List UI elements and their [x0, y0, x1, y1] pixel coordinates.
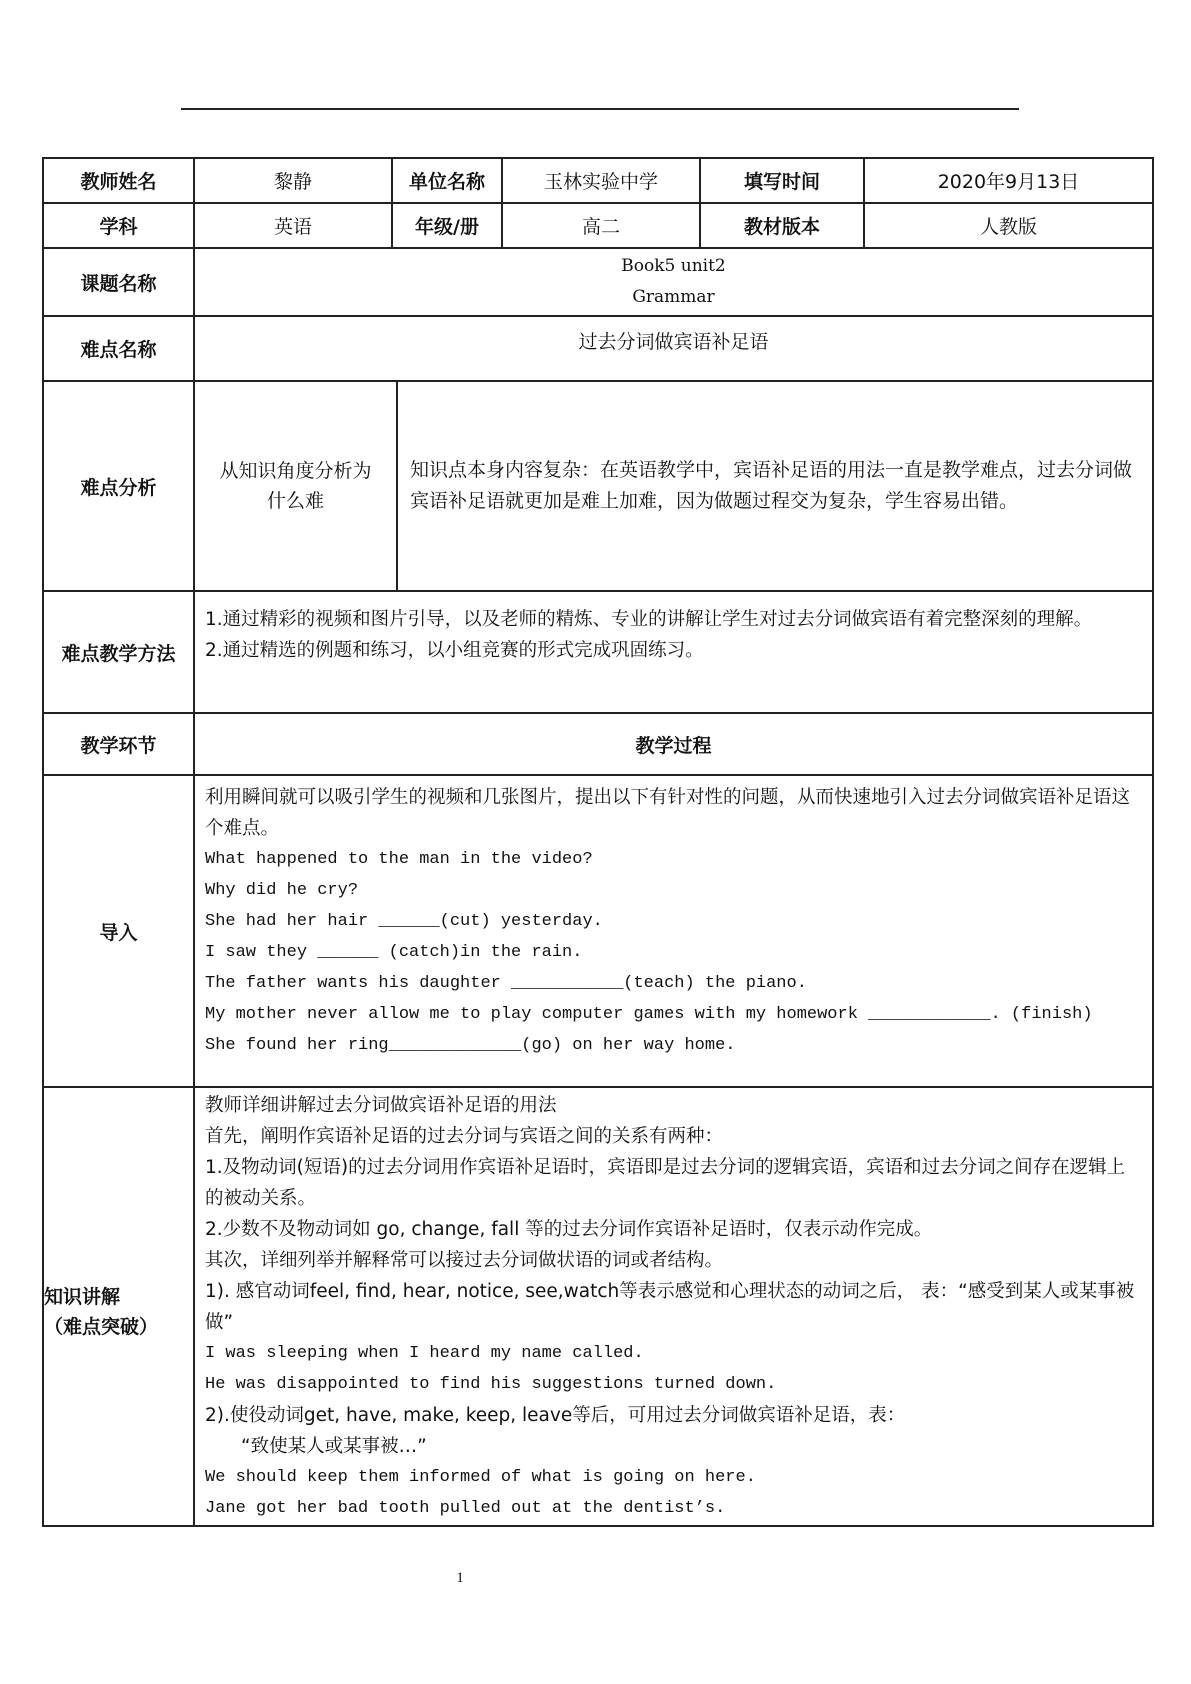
- lesson-line-2: Grammar: [632, 287, 715, 307]
- page-number: 1: [456, 1570, 464, 1586]
- date-label: 填写时间: [701, 159, 865, 202]
- info-row-2: [44, 204, 1152, 249]
- process-header-row: [44, 714, 1152, 776]
- explain-example: He was disappointed to find his suggestions turned down.: [205, 1375, 777, 1394]
- method-row: [44, 592, 1152, 714]
- intro-line: Why did he cry?: [205, 881, 359, 900]
- analysis-row: [44, 382, 1152, 592]
- teacher-label: 教师姓名: [44, 159, 195, 202]
- intro-line: She found her ring_____________(go) on her way home.: [205, 1036, 736, 1055]
- teacher-value: 黎静: [195, 159, 393, 202]
- intro-label: 导入: [44, 776, 195, 1086]
- explain-example: Jane got her bad tooth pulled out at the dentist’s.: [205, 1499, 726, 1518]
- explain-content: [195, 1088, 1152, 1527]
- lesson-name: [195, 249, 1152, 315]
- explain-example: I was sleeping when I heard my name called.: [205, 1344, 644, 1363]
- grade-value: 高二: [503, 204, 701, 247]
- explain-line: 其次，详细列举并解释常可以接过去分词做状语的词或者结构。: [205, 1250, 724, 1271]
- intro-line: What happened to the man in the video?: [205, 850, 593, 869]
- subject-label: 学科: [44, 204, 195, 247]
- info-row-1: [44, 159, 1152, 204]
- date-value: 2020年9月13日: [937, 171, 1080, 193]
- intro-content: [195, 776, 1152, 1086]
- lesson-label: 课题名称: [44, 249, 195, 315]
- explain-line: 1). 感官动词feel, find, hear, notice, see,watch等表示感觉和心理状态的动词之后， 表：“感受到某人或某事被做”: [205, 1281, 1135, 1333]
- edition-label: 教材版本: [701, 204, 865, 247]
- explain-line: 首先，阐明作宾语补足语的过去分词与宾语之间的关系有两种：: [205, 1126, 724, 1147]
- lesson-plan-table: [42, 157, 1154, 1527]
- unit-value: 玉林实验中学: [503, 159, 701, 202]
- difficulty-row: [44, 317, 1152, 382]
- edition-value: 人教版: [979, 216, 1037, 238]
- difficulty-label: 难点名称: [44, 317, 195, 380]
- subject-value: 英语: [195, 204, 393, 247]
- intro-line: My mother never allow me to play computer games with my homework ____________. (finish): [205, 1005, 1093, 1024]
- explain-label-line-2: （难点突破）: [44, 1315, 159, 1338]
- analysis-sub-label: 从知识角度分析为什么难: [195, 382, 398, 590]
- lesson-row: [44, 249, 1152, 317]
- method-label: 难点教学方法: [44, 592, 195, 712]
- header-rule: [181, 108, 1019, 110]
- explain-example: We should keep them informed of what is going on here.: [205, 1468, 756, 1487]
- analysis-text: 知识点本身内容复杂：在英语教学中，宾语补足语的用法一直是教学难点，过去分词做宾语补足语就更加是难上加难，因为做题过程交为复杂，学生容易出错。: [410, 459, 1133, 512]
- intro-lead: 利用瞬间就可以吸引学生的视频和几张图片，提出以下有针对性的问题，从而快速地引入过去分词做宾语补足语这个难点。: [205, 787, 1131, 839]
- intro-line: She had her hair ______(cut) yesterday.: [205, 912, 603, 931]
- intro-line: The father wants his daughter ___________(teach) the piano.: [205, 974, 807, 993]
- grade-label: 年级/册: [393, 204, 503, 247]
- explain-line: 2.少数不及物动词如 go, change, fall 等的过去分词作宾语补足语时，仅表示动作完成。: [205, 1219, 933, 1240]
- explain-line: 2).使役动词get, have, make, keep, leave等后，可用过去分词做宾语补足语，表：: [205, 1405, 906, 1426]
- explain-line: 教师详细讲解过去分词做宾语补足语的用法: [205, 1095, 557, 1116]
- process-title: 教学过程: [635, 734, 712, 757]
- explain-line: “致使某人或某事被…”: [241, 1436, 427, 1457]
- explain-label-line-1: 知识讲解: [44, 1285, 121, 1308]
- explain-row: [44, 1088, 1152, 1527]
- explain-line: 1.及物动词(短语)的过去分词用作宾语补足语时，宾语即是过去分词的逻辑宾语，宾语和过去分词之间存在逻辑上的被动关系。: [205, 1157, 1126, 1209]
- difficulty-value: 过去分词做宾语补足语: [578, 331, 769, 353]
- process-step-label: 教学环节: [44, 714, 195, 774]
- explain-label: [44, 1088, 195, 1527]
- intro-line: I saw they ______ (catch)in the rain.: [205, 943, 583, 962]
- lesson-line-1: Book5 unit2: [621, 256, 726, 276]
- method-line-1: 1.通过精彩的视频和图片引导，以及老师的精炼、专业的讲解让学生对过去分词做宾语有着完整深刻的理解。: [205, 609, 1093, 630]
- method-line-2: 2.通过精选的例题和练习，以小组竞赛的形式完成巩固练习。: [205, 640, 704, 661]
- method-text: [195, 592, 1152, 712]
- intro-row: [44, 776, 1152, 1088]
- analysis-label: 难点分析: [44, 382, 195, 590]
- unit-label: 单位名称: [393, 159, 503, 202]
